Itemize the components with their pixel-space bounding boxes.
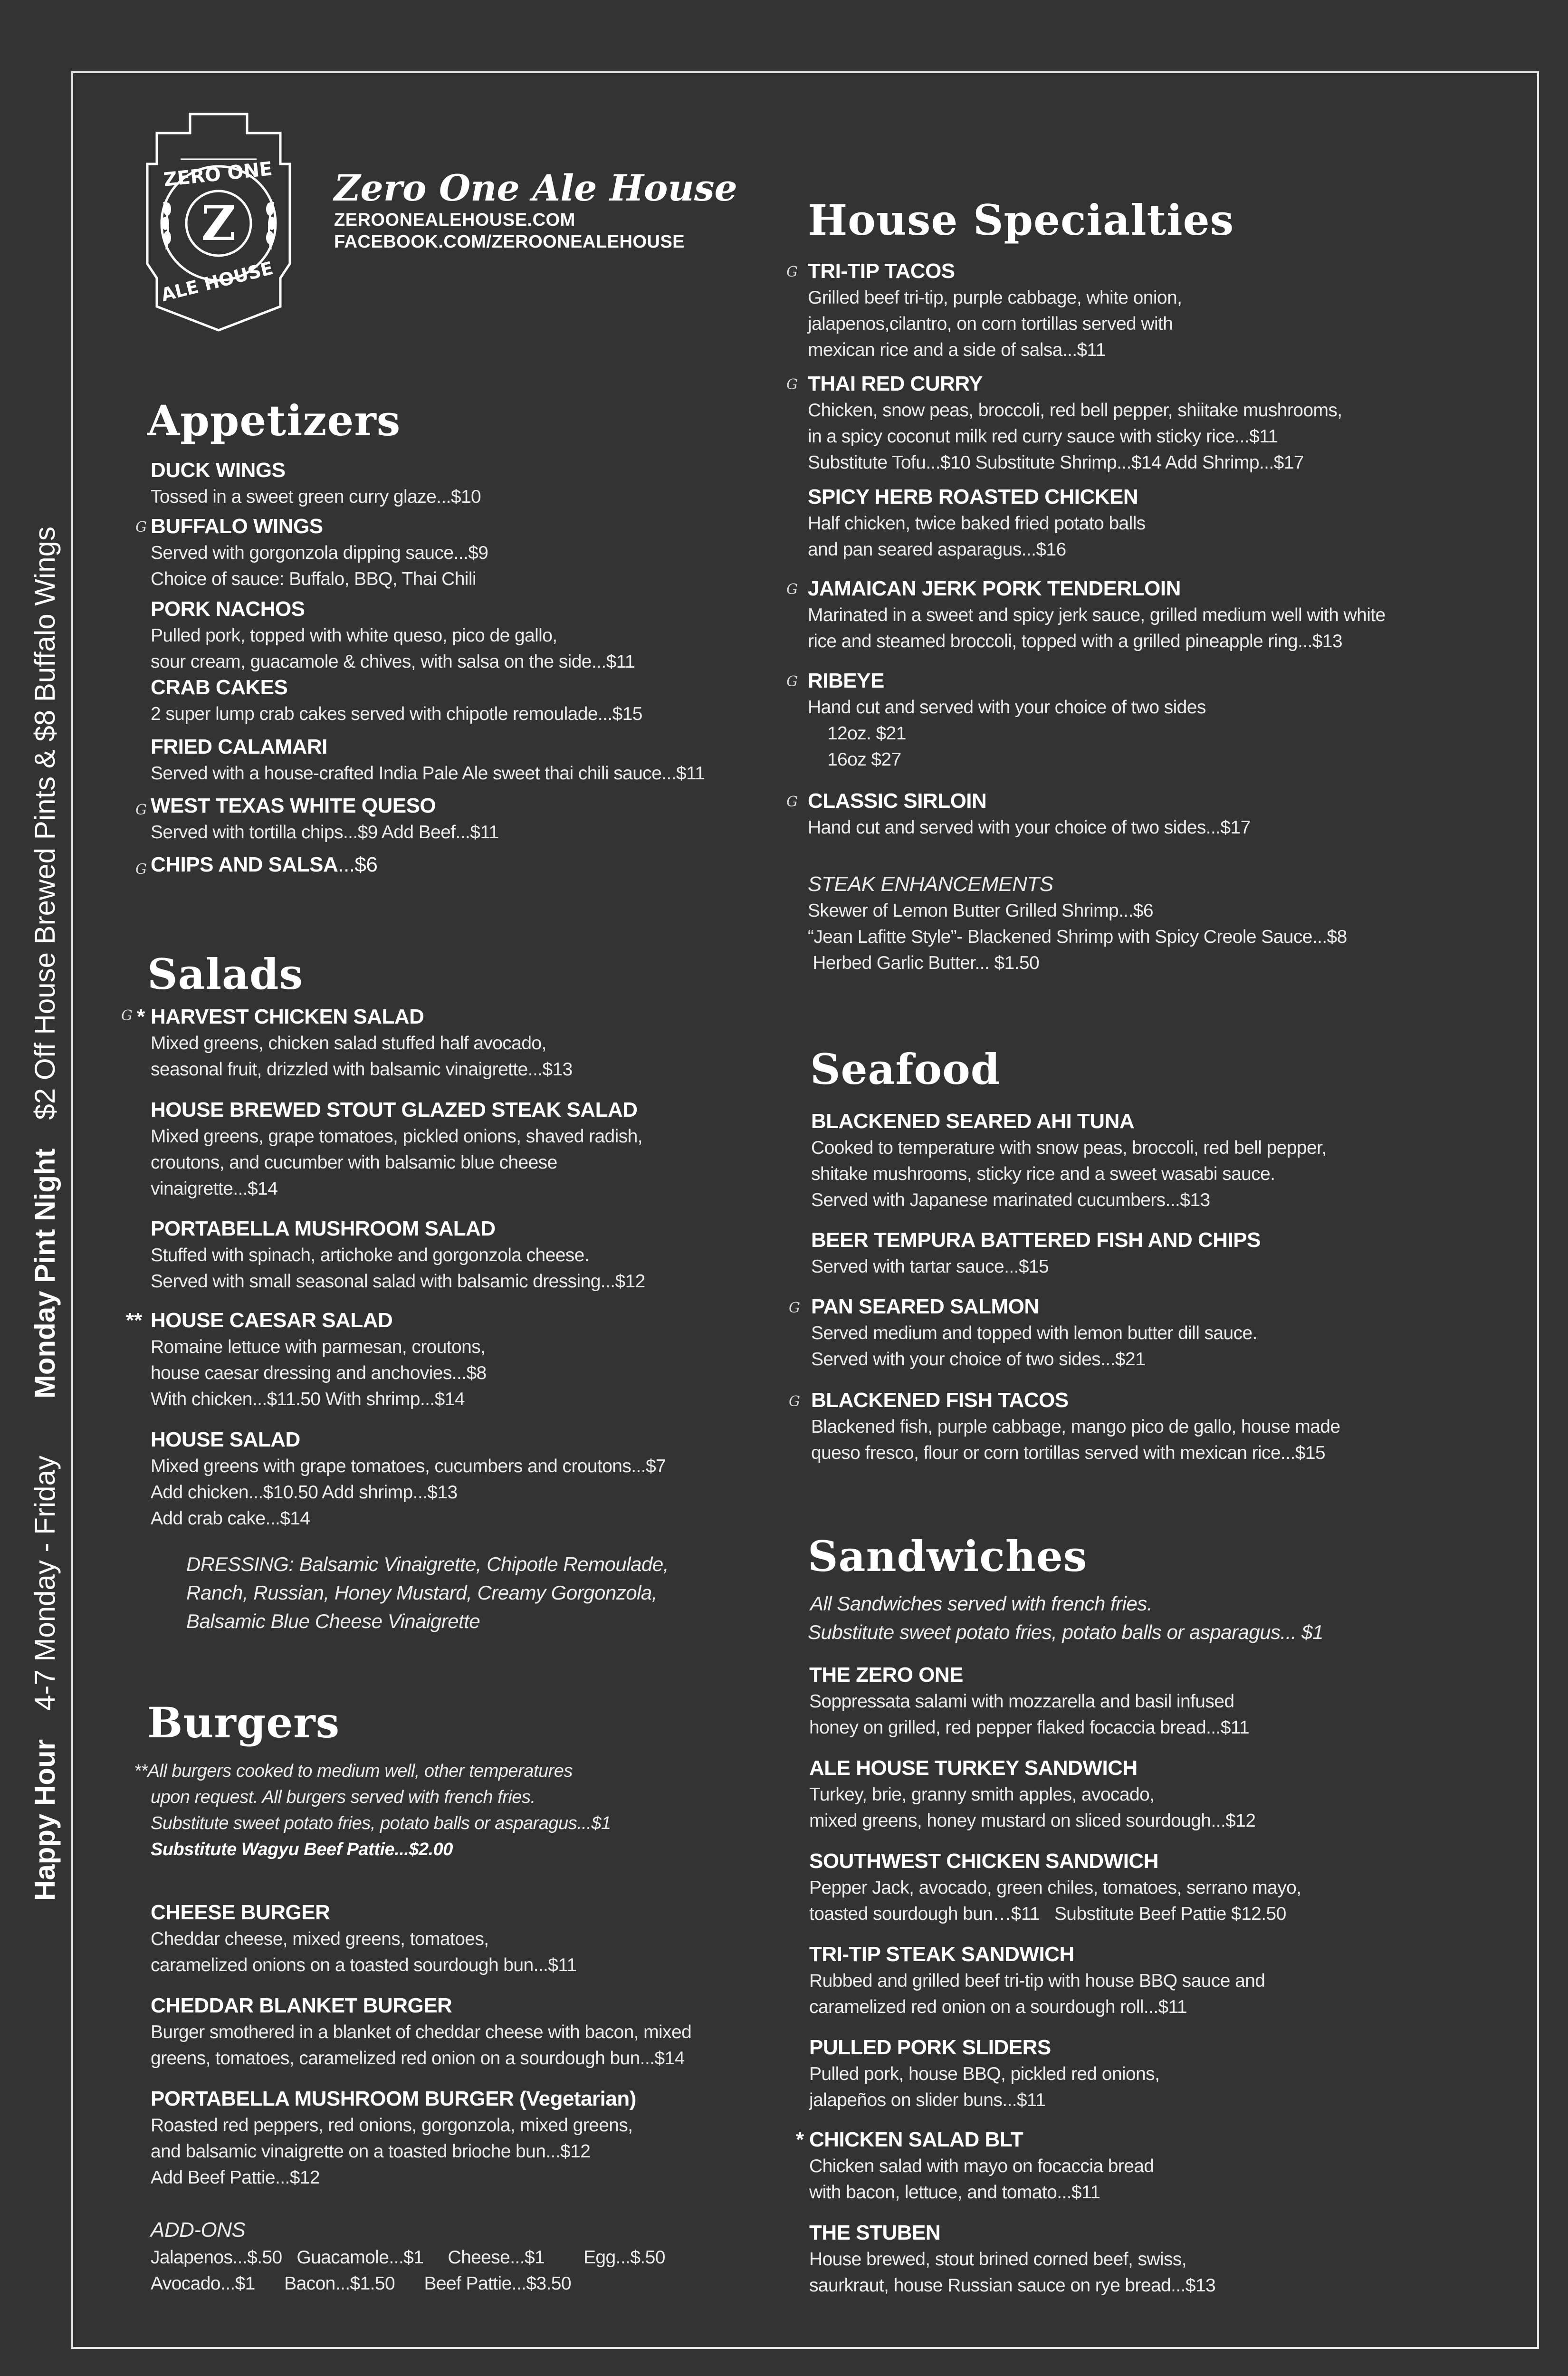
menu-item: HOUSE BREWED STOUT GLAZED STEAK SALAD Mixed greens, grape tomatoes, pickled onions, shaved radish, croutons, and cucumber with balsamic blue cheese vinaigrette...$14: [151, 1098, 642, 1199]
menu-item: HOUSE SALAD Mixed greens with grape tomatoes, cucumbers and croutons...$7 Add chicken...$10.50 Add shrimp...$13 Add crab cake...$14: [151, 1428, 666, 1529]
special-mark: **: [126, 1309, 143, 1332]
menu-item: CRAB CAKES 2 super lump crab cakes served with chipotle remoulade...$15: [151, 676, 642, 724]
menu-item: TRI-TIP STEAK SANDWICH Rubbed and grilled beef tri-tip with house BBQ sauce and caramelized red onion on a sourdough roll...$11: [809, 1943, 1265, 2017]
section-title-burgers: Burgers: [147, 1698, 340, 1747]
gluten-free-icon: G: [135, 802, 147, 818]
menu-item: SPICY HERB ROASTED CHICKEN Half chicken, twice baked fried potato balls and pan seared asparagus...$16: [808, 485, 1146, 560]
menu-item: TRI-TIP TACOS Grilled beef tri-tip, purple cabbage, white onion, jalapenos,cilantro, on corn tortillas served with mexican rice and a side of salsa...$11: [808, 259, 1182, 360]
menu-item: PORTABELLA MUSHROOM SALAD Stuffed with spinach, artichoke and gorgonzola cheese. Served with small seasonal salad with balsamic dressing...$12: [151, 1217, 645, 1292]
section-title-seafood: Seafood: [810, 1044, 1001, 1094]
ale-house-logo: [138, 107, 299, 335]
add-ons: ADD-ONS Jalapenos...$.50 Guacamole...$1 Cheese...$1 Egg...$.50 Avocado...$1 Bacon...$1.50 Beef Pattie...$3.50: [151, 2218, 665, 2294]
section-title-appetizers: Appetizers: [147, 396, 401, 445]
menu-item: THAI RED CURRY Chicken, snow peas, broccoli, red bell pepper, shiitake mushrooms, in a spicy coconut milk red curry sauce with sticky rice...$11 Substitute Tofu...$10 Substitute Shrimp...$14 Add Shrimp...$17: [808, 372, 1342, 473]
menu-item: BLACKENED SEARED AHI TUNA Cooked to temperature with snow peas, broccoli, red bell pepper, shitake mushrooms, sticky rice and a sweet wasabi sauce. Served with Japanese marinated cucumbers...$13: [811, 1110, 1327, 1210]
menu-item: FRIED CALAMARI Served with a house-crafted India Pale Ale sweet thai chili sauce...$11: [151, 735, 705, 784]
gluten-free-icon: G: [135, 519, 147, 536]
menu-item: BUFFALO WINGS Served with gorgonzola dipping sauce...$9 Choice of sauce: Buffalo, BBQ, Thai Chili: [151, 515, 488, 589]
menu-item: ALE HOUSE TURKEY SANDWICH Turkey, brie, granny smith apples, avocado, mixed greens, honey mustard on sliced sourdough...$12: [809, 1756, 1256, 1831]
logo-letter: Z: [201, 195, 236, 251]
burgers-note: **All burgers cooked to medium well, other temperatures upon request. All burgers served with french fries. Substitute sweet potato fries, potato balls or asparagus...$1 Substitute Wagyu Beef Pattie...$2.00: [134, 1761, 611, 1859]
menu-item: CLASSIC SIRLOIN Hand cut and served with your choice of two sides...$17: [808, 789, 1251, 838]
gluten-free-icon: G: [789, 1300, 800, 1316]
menu-item: PULLED PORK SLIDERS Pulled pork, house BBQ, pickled red onions, jalapeños on slider buns...$11: [809, 2036, 1160, 2110]
menu-item: CHEDDAR BLANKET BURGER Burger smothered in a blanket of cheddar cheese with bacon, mixed greens, tomatoes, caramelized red onion on a sourdough bun...$14: [151, 1994, 692, 2069]
facebook-link[interactable]: FACEBOOK.COM/ZEROONEALEHOUSE: [334, 232, 685, 252]
menu-item: DUCK WINGS Tossed in a sweet green curry glaze...$10: [151, 459, 481, 507]
menu-item: CHIPS AND SALSA...$6: [151, 853, 378, 876]
menu-item: SOUTHWEST CHICKEN SANDWICH Pepper Jack, avocado, green chiles, tomatoes, serrano mayo, toasted sourdough bun…$11 Substitute Beef Pattie $12.50: [809, 1849, 1301, 1924]
brand-block: [334, 167, 762, 253]
menu-item: THE ZERO ONE Soppressata salami with mozzarella and basil infused honey on grilled, red pepper flaked focaccia bread...$11: [809, 1663, 1250, 1738]
menu-item: JAMAICAN JERK PORK TENDERLOIN Marinated in a sweet and spicy jerk sauce, grilled medium well with white rice and steamed broccoli, topped with a grilled pineapple ring...$13: [808, 577, 1386, 651]
menu-item: PORTABELLA MUSHROOM BURGER (Vegetarian) Roasted red peppers, red onions, gorgonzola, mixed greens, and balsamic vinaigrette on a toasted brioche bun...$12 Add Beef Pattie...$12: [151, 2087, 636, 2188]
menu-item: THE STUBEN House brewed, stout brined corned beef, swiss, saurkraut, house Russian sauce on rye bread...$13: [809, 2221, 1216, 2296]
special-mark: *: [137, 1005, 145, 1028]
menu-item: RIBEYE Hand cut and served with your choice of two sides 12oz. $21 16oz $27: [808, 669, 1206, 770]
steak-enhancements: STEAK ENHANCEMENTS Skewer of Lemon Butter Grilled Shrimp...$6 “Jean Lafitte Style”- Blackened Shrimp with Spicy Creole Sauce...$8 Herbed Garlic Butter... $1.50: [808, 872, 1347, 973]
menu-item: HARVEST CHICKEN SALAD Mixed greens, chicken salad stuffed half avocado, seasonal fruit, drizzled with balsamic vinaigrette...$13: [151, 1005, 573, 1080]
section-title-house-specialties: House Specialties: [808, 195, 1234, 245]
menu-item: PAN SEARED SALMON Served medium and topped with lemon butter dill sauce. Served with your choice of two sides...$21: [811, 1295, 1257, 1370]
menu-item: BEER TEMPURA BATTERED FISH AND CHIPS Served with tartar sauce...$15: [811, 1228, 1261, 1277]
section-title-salads: Salads: [147, 949, 304, 999]
gluten-free-icon: G: [786, 794, 798, 810]
gluten-free-icon: G: [135, 861, 147, 878]
brand-name: Zero One Ale House: [334, 167, 737, 209]
logo-text-top: ZERO ONE: [162, 158, 274, 191]
special-mark: *: [796, 2128, 804, 2151]
section-title-sandwiches: Sandwiches: [808, 1532, 1088, 1581]
gluten-free-icon: G: [786, 264, 798, 280]
gluten-free-icon: G: [786, 673, 798, 690]
pint-night-deal: $2 Off House Brewed Pints & $8 Buffalo Wings: [29, 527, 61, 1120]
happy-hour-time: 4-7 Monday - Friday: [29, 1456, 61, 1711]
gluten-free-icon: G: [789, 1393, 800, 1410]
menu-item: CHICKEN SALAD BLT Chicken salad with mayo on focaccia bread with bacon, lettuce, and tomato...$11: [809, 2128, 1154, 2203]
dressing-note: DRESSING: Balsamic Vinaigrette, Chipotle Remoulade, Ranch, Russian, Honey Mustard, Creamy Gorgonzola, Balsamic Blue Cheese Vinaigrette: [186, 1553, 669, 1632]
menu-item: CHEESE BURGER Cheddar cheese, mixed greens, tomatoes, caramelized onions on a toasted sourdough bun...$11: [151, 1901, 577, 1975]
gluten-free-icon: G: [786, 581, 798, 598]
logo-text-bottom: ALE HOUSE: [159, 257, 276, 306]
menu-item: HOUSE CAESAR SALAD Romaine lettuce with parmesan, croutons, house caesar dressing and anchovies...$8 With chicken...$11.50 With shrimp...$14: [151, 1309, 487, 1409]
gluten-free-icon: G: [786, 376, 798, 393]
menu-item: BLACKENED FISH TACOS Blackened fish, purple cabbage, mango pico de gallo, house made queso fresco, flour or corn tortillas served with mexican rice...$15: [811, 1389, 1340, 1463]
sidebar-promo: [17, 527, 74, 1901]
sandwiches-note: All Sandwiches served with french fries. Substitute sweet potato fries, potato balls or asparagus... $1: [808, 1592, 1323, 1643]
pint-night-label: Monday Pint Night: [29, 1148, 61, 1399]
gluten-free-icon: G: [121, 1007, 133, 1024]
happy-hour-label: Happy Hour: [29, 1739, 61, 1901]
menu-item: WEST TEXAS WHITE QUESO Served with tortilla chips...$9 Add Beef...$11: [151, 794, 499, 843]
menu-item: PORK NACHOS Pulled pork, topped with white queso, pico de gallo, sour cream, guacamole & chives, with salsa on the side...$11: [151, 597, 635, 672]
website-link[interactable]: ZEROONEALEHOUSE.COM: [334, 210, 575, 230]
